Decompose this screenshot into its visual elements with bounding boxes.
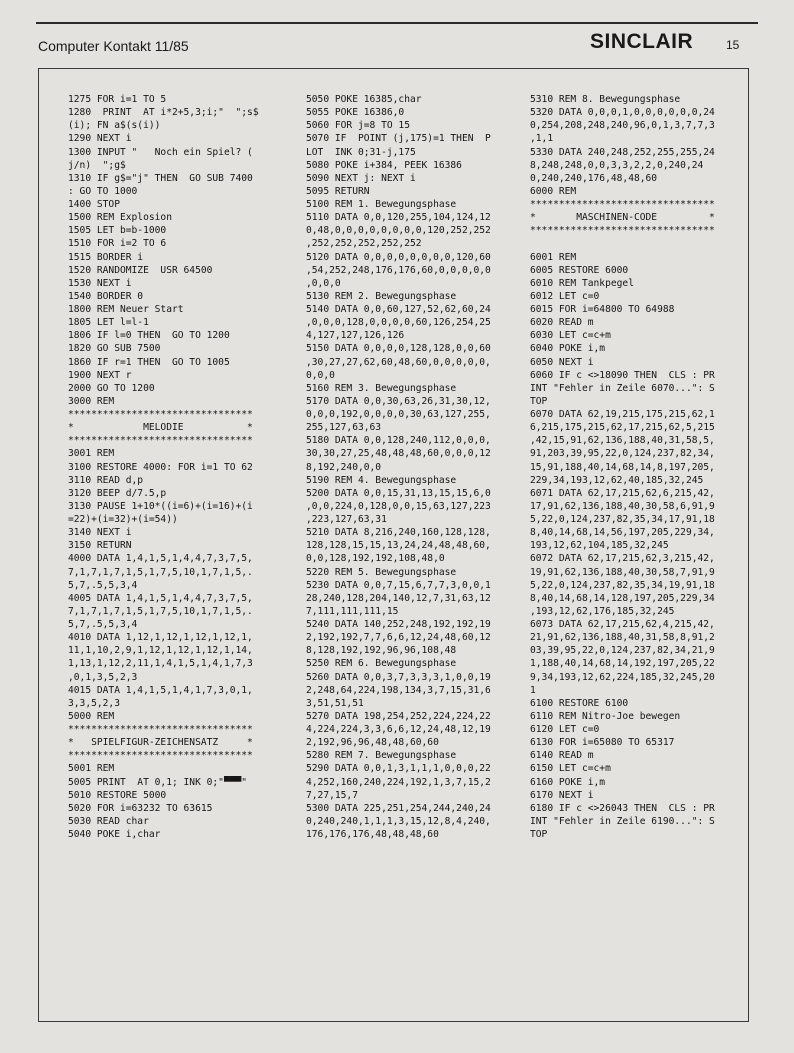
code-line: 1805 LET l=l-1	[68, 317, 149, 329]
code-line: 5,7,.5,5,3,4	[68, 579, 138, 591]
code-line: 1510 FOR i=2 TO 6	[68, 238, 167, 250]
code-line: 6120 LET c=0	[530, 724, 600, 735]
code-line: 3,3,5,2,3	[68, 697, 120, 709]
code-line: 5,22,0,124,237,82,35,34,17,91,18	[530, 514, 715, 525]
code-line: 6073 DATA 62,17,215,62,4,215,42,	[530, 619, 715, 630]
code-line: 4,252,160,240,224,192,1,3,7,15,2	[306, 776, 491, 788]
code-line: 0,0,128,192,192,108,48,0	[306, 553, 445, 565]
code-line: 4015 DATA 1,4,1,5,1,4,1,7,3,0,1,	[68, 684, 253, 696]
page-number: 15	[726, 38, 740, 52]
code-line: ,0,1,3,5,2,3	[68, 671, 138, 683]
code-line: 5070 IF POINT (j,175)=1 THEN P	[306, 133, 491, 145]
code-line: 4,224,224,3,3,6,6,12,24,48,12,19	[306, 724, 491, 735]
code-line: 5280 REM 7. Bewegungsphase	[306, 750, 457, 762]
code-line: 2,248,64,224,198,134,3,7,15,31,6	[306, 684, 491, 696]
code-line: 6180 IF c <>26043 THEN CLS : PR	[530, 802, 715, 814]
code-line: 17,91,62,136,188,40,30,58,6,91,9	[530, 500, 715, 512]
code-line: 5260 DATA 0,0,3,7,3,3,3,1,0,0,19	[306, 671, 491, 683]
code-line: 2,192,192,7,7,6,6,12,24,48,60,12	[306, 632, 491, 644]
code-line: 5130 REM 2. Bewegungsphase	[306, 290, 457, 302]
code-line: 5005 PRINT AT 0,1; INK 0;"▀▀▀"	[68, 776, 248, 788]
code-line: ********************************	[68, 435, 253, 447]
code-line: ,42,15,91,62,136,188,40,31,58,5,	[530, 435, 715, 447]
code-line: * MELODIE *	[68, 422, 253, 434]
code-line: 6012 LET c=0	[530, 290, 600, 302]
code-line: 91,203,39,95,22,0,124,237,82,34,	[530, 448, 715, 460]
code-line: 3140 NEXT i	[68, 527, 132, 539]
code-line: 5290 DATA 0,0,1,3,1,1,1,0,0,0,22	[306, 763, 491, 775]
code-line: 1290 NEXT i	[68, 133, 132, 145]
listing-column-1	[68, 93, 259, 841]
code-line: 1540 BORDER 0	[68, 290, 144, 302]
code-line: 7,27,15,7	[306, 789, 358, 801]
code-line: LOT INK 0;31-j,175	[306, 146, 416, 158]
code-line: 1275 FOR i=1 TO 5	[68, 94, 167, 105]
code-line: 5310 REM 8. Bewegungsphase	[530, 94, 681, 105]
code-line: 8,128,192,192,96,96,108,48	[306, 645, 457, 657]
code-line: 6060 IF c <>18090 THEN CLS : PR	[530, 369, 715, 381]
code-line: 5240 DATA 140,252,248,192,192,19	[306, 619, 491, 630]
code-line: INT "Fehler in Zeile 6070...": S	[530, 382, 715, 394]
code-line: 5001 REM	[68, 763, 115, 775]
code-line: 5010 RESTORE 5000	[68, 789, 167, 801]
header-rule	[36, 22, 758, 24]
code-line: ,193,12,62,176,185,32,245	[530, 605, 675, 617]
code-line: 5320 DATA 0,0,0,1,0,0,0,0,0,0,24	[530, 107, 715, 119]
code-line: =22)+(i=32)+(i=54))	[68, 514, 178, 525]
code-line: TOP	[530, 395, 548, 407]
code-line: TOP	[530, 829, 548, 840]
code-line: 3001 REM	[68, 448, 115, 460]
code-line: 1500 REM Explosion	[68, 212, 172, 224]
code-line: 1800 REM Neuer Start	[68, 304, 184, 315]
code-line: 5040 POKE i,char	[68, 829, 161, 840]
code-line: 5170 DATA 0,0,30,63,26,31,30,12,	[306, 395, 491, 407]
code-line: ,54,252,248,176,176,60,0,0,0,0,0	[306, 264, 491, 276]
code-line: 9,34,193,12,62,224,185,32,245,20	[530, 671, 715, 683]
code-line: * MASCHINEN-CODE *	[530, 212, 715, 224]
code-line: 193,12,62,104,185,32,245	[530, 540, 669, 552]
code-line: 3,51,51,51	[306, 697, 364, 709]
code-line: 5095 RETURN	[306, 185, 370, 197]
code-line: 6040 POKE i,m	[530, 343, 606, 355]
code-line: 0,48,0,0,0,0,0,0,0,0,120,252,252	[306, 225, 491, 237]
code-line: * SPIELFIGUR-ZEICHENSATZ *	[68, 737, 253, 749]
code-line: 3150 RETURN	[68, 540, 132, 552]
code-line: 5210 DATA 8,216,240,160,128,128,	[306, 527, 491, 539]
code-line: 5100 REM 1. Bewegungsphase	[306, 199, 457, 210]
code-line: 1515 BORDER i	[68, 251, 144, 263]
code-line: 5300 DATA 225,251,254,244,240,24	[306, 802, 491, 814]
code-line: 6100 RESTORE 6100	[530, 697, 629, 709]
code-line: (i); FN a$(s(i))	[68, 120, 161, 132]
code-line: 5050 POKE 16385,char	[306, 94, 422, 105]
code-line: 5120 DATA 0,0,0,0,0,0,0,0,120,60	[306, 251, 491, 263]
code-line: 8,40,14,68,14,128,197,205,229,34	[530, 592, 715, 604]
code-line: 6070 DATA 62,19,215,175,215,62,1	[530, 409, 715, 420]
code-line: 6110 REM Nitro-Joe bewegen	[530, 710, 681, 722]
code-line: 229,34,193,12,62,40,185,32,245	[530, 474, 704, 486]
code-line: 6000 REM	[530, 185, 577, 197]
code-line: 03,39,95,22,0,124,237,82,34,21,9	[530, 645, 715, 657]
code-line: 15,91,188,40,14,68,14,8,197,205,	[530, 461, 715, 473]
code-line: 19,91,62,136,188,40,30,58,7,91,9	[530, 566, 715, 578]
code-line: ,1,1	[530, 133, 554, 145]
code-line: 2000 GO TO 1200	[68, 382, 155, 394]
code-line: 6130 FOR i=65080 TO 65317	[530, 737, 675, 749]
code-line: 4005 DATA 1,4,1,5,1,4,4,7,3,7,5,	[68, 592, 253, 604]
code-line: 5150 DATA 0,0,0,0,128,128,0,0,60	[306, 343, 491, 355]
code-line: 6071 DATA 62,17,215,62,6,215,42,	[530, 487, 715, 499]
code-line: 0,254,208,248,240,96,0,1,3,7,7,3	[530, 120, 715, 132]
code-line: 1400 STOP	[68, 199, 120, 210]
code-line: 1280 PRINT AT i*2+5,3;i;" ";s$	[68, 107, 259, 119]
code-line: ,30,27,27,62,60,48,60,0,0,0,0,0,	[306, 356, 491, 368]
code-line: 6020 READ m	[530, 317, 594, 329]
code-line: ********************************	[68, 750, 253, 762]
code-line: 6010 REM Tankpegel	[530, 277, 634, 289]
code-line: 6140 READ m	[530, 750, 594, 762]
code-line: 255,127,63,63	[306, 422, 382, 434]
code-line: 1530 NEXT i	[68, 277, 132, 289]
code-line: INT "Fehler in Zeile 6190...": S	[530, 815, 715, 827]
code-line: ,0,0,224,0,128,0,0,15,63,127,223	[306, 500, 491, 512]
code-line: 6072 DATA 62,17,215,62,3,215,42,	[530, 553, 715, 565]
code-line: 4000 DATA 1,4,1,5,1,4,4,7,3,7,5,	[68, 553, 253, 565]
code-line: 5020 FOR i=63232 TO 63615	[68, 802, 213, 814]
code-line: ,0,0,0,128,0,0,0,0,60,126,254,25	[306, 317, 491, 329]
code-line: 6001 REM	[530, 251, 577, 263]
code-line: 5060 FOR j=8 TO 15	[306, 120, 410, 132]
code-line: 3130 PAUSE 1+10*((i=6)+(i=16)+(i	[68, 500, 253, 512]
code-line: 6050 NEXT i	[530, 356, 594, 368]
code-line: 5110 DATA 0,0,120,255,104,124,12	[306, 212, 491, 224]
code-line: 1900 NEXT r	[68, 369, 132, 381]
code-line: 7,1,7,1,7,1,5,1,7,5,10,1,7,1,5,.	[68, 605, 253, 617]
code-line: 5270 DATA 198,254,252,224,224,22	[306, 710, 491, 722]
code-line: 28,240,128,204,140,12,7,31,63,12	[306, 592, 491, 604]
code-line: 4,127,127,126,126	[306, 330, 405, 342]
code-line: 5230 DATA 0,0,7,15,6,7,7,3,0,0,1	[306, 579, 491, 591]
code-line: ,0,0,0	[306, 277, 341, 289]
code-line: 0,240,240,176,48,48,60	[530, 172, 658, 184]
code-line: 128,128,15,15,13,24,24,48,48,60,	[306, 540, 491, 552]
listing-column-2	[306, 93, 491, 841]
code-line: 8,192,240,0,0	[306, 461, 382, 473]
code-line: 3000 REM	[68, 395, 115, 407]
code-line: 0,240,240,1,1,1,3,15,12,8,4,240,	[306, 815, 491, 827]
code-line: : GO TO 1000	[68, 185, 138, 197]
code-line: 1	[530, 684, 536, 696]
code-line: 1505 LET b=b-1000	[68, 225, 167, 237]
code-line: 6005 RESTORE 6000	[530, 264, 629, 276]
code-line: 5220 REM 5. Bewegungsphase	[306, 566, 457, 578]
code-line: 5000 REM	[68, 710, 115, 722]
listing-column-3	[530, 93, 715, 841]
code-line: ********************************	[68, 724, 253, 735]
code-line: 8,40,14,68,14,56,197,205,229,34,	[530, 527, 715, 539]
code-line: 1820 GO SUB 7500	[68, 343, 161, 355]
code-line: 5180 DATA 0,0,128,240,112,0,0,0,	[306, 435, 491, 447]
code-line: 176,176,176,48,48,48,60	[306, 829, 439, 840]
code-line: 3110 READ d,p	[68, 474, 144, 486]
code-line: 6170 NEXT i	[530, 789, 594, 801]
code-line: 6150 LET c=c+m	[530, 763, 611, 775]
code-line: 5,7,.5,5,3,4	[68, 619, 138, 630]
code-line: 30,30,27,25,48,48,48,60,0,0,0,12	[306, 448, 491, 460]
code-line: 8,248,248,0,0,3,3,2,2,0,240,24	[530, 159, 704, 171]
code-line: ********************************	[530, 199, 715, 210]
code-line: 5090 NEXT j: NEXT i	[306, 172, 416, 184]
code-line: 1300 INPUT " Noch ein Spiel? (	[68, 146, 253, 158]
code-line: 5,22,0,124,237,82,35,34,19,91,18	[530, 579, 715, 591]
code-line: 6030 LET c=c+m	[530, 330, 611, 342]
section-title: SINCLAIR	[590, 30, 694, 53]
code-line: ,223,127,63,31	[306, 514, 387, 525]
code-line: 7,1,7,1,7,1,5,1,7,5,10,1,7,1,5,.	[68, 566, 253, 578]
code-line: 5080 POKE i+384, PEEK 16386	[306, 159, 462, 171]
code-line: 5330 DATA 240,248,252,255,255,24	[530, 146, 715, 158]
code-line: 1,188,40,14,68,14,192,197,205,22	[530, 658, 715, 670]
code-line: 7,111,111,111,15	[306, 605, 399, 617]
code-line: 5250 REM 6. Bewegungsphase	[306, 658, 457, 670]
code-line: 21,91,62,136,188,40,31,58,8,91,2	[530, 632, 715, 644]
code-line: 5190 REM 4. Bewegungsphase	[306, 474, 457, 486]
code-line: 1806 IF l=0 THEN GO TO 1200	[68, 330, 230, 342]
code-line: j/n) ";g$	[68, 159, 126, 171]
magazine-issue: Computer Kontakt 11/85	[38, 38, 189, 54]
code-line: 1520 RANDOMIZE USR 64500	[68, 264, 213, 276]
code-line: ********************************	[68, 409, 253, 420]
code-line: 1860 IF r=1 THEN GO TO 1005	[68, 356, 230, 368]
code-line: 0,0,0,192,0,0,0,0,30,63,127,255,	[306, 409, 491, 420]
code-line: ,252,252,252,252,252	[306, 238, 422, 250]
code-line: 3100 RESTORE 4000: FOR i=1 TO 62	[68, 461, 253, 473]
code-line: 6,215,175,215,62,17,215,62,5,215	[530, 422, 715, 434]
code-line: 5160 REM 3. Bewegungsphase	[306, 382, 457, 394]
code-line: 2,192,96,96,48,48,60,60	[306, 737, 439, 749]
code-line: 3120 BEEP d/7.5,p	[68, 487, 167, 499]
code-line: 5200 DATA 0,0,15,31,13,15,15,6,0	[306, 487, 491, 499]
code-line: 1,13,1,12,2,11,1,4,1,5,1,4,1,7,3	[68, 658, 253, 670]
code-line: 5030 READ char	[68, 815, 149, 827]
code-line: ********************************	[530, 225, 715, 237]
code-line	[530, 237, 715, 250]
code-line: 1310 IF g$="j" THEN GO SUB 7400	[68, 172, 253, 184]
code-line: 6015 FOR i=64800 TO 64988	[530, 304, 675, 315]
code-line: 6160 POKE i,m	[530, 776, 606, 788]
code-line: 11,1,10,2,9,1,12,1,12,1,12,1,14,	[68, 645, 253, 657]
code-line: 5140 DATA 0,0,60,127,52,62,60,24	[306, 304, 491, 315]
code-line: 5055 POKE 16386,0	[306, 107, 405, 119]
code-line: 0,0,0	[306, 369, 335, 381]
code-line: 4010 DATA 1,12,1,12,1,12,1,12,1,	[68, 632, 253, 644]
